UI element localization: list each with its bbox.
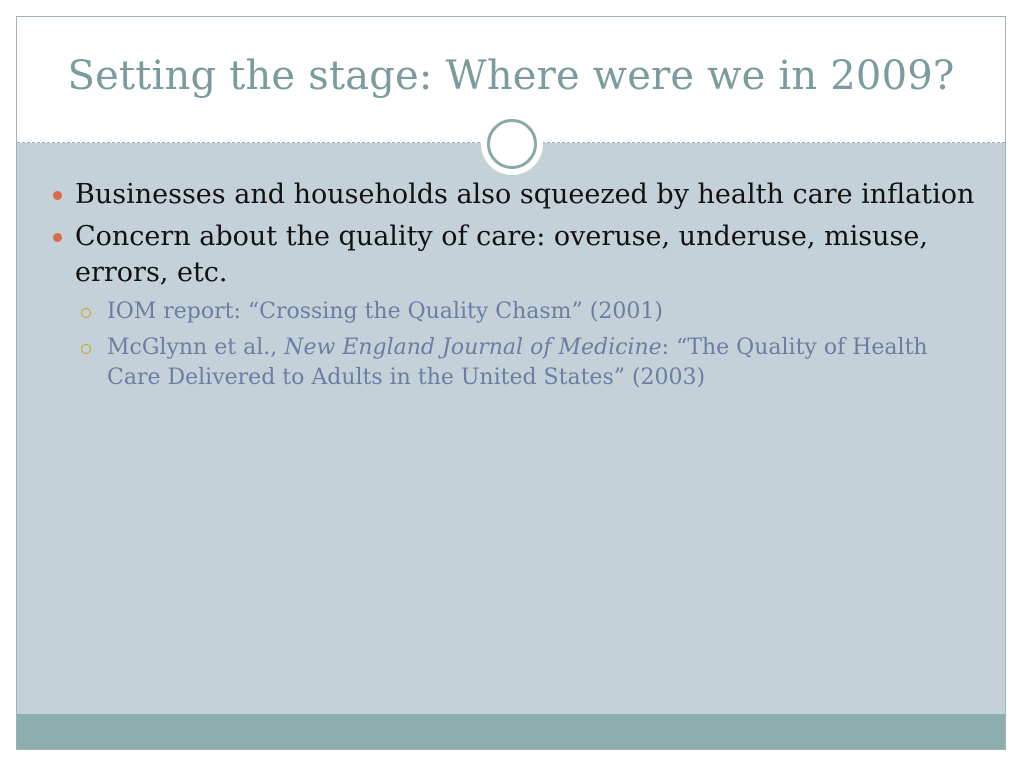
bullet-dot-icon — [53, 191, 62, 200]
footer-band — [17, 714, 1005, 749]
bullet-item — [51, 219, 981, 291]
sub-bullet-item — [81, 297, 981, 327]
bullet-text: Businesses and households also squeezed by health care inflation — [75, 179, 975, 210]
sub-bullet-ring-icon — [81, 308, 91, 318]
sub-bullet-suffix: : “The Quality of Health Care Delivered to Adults in the United States” (2003) — [107, 335, 928, 390]
journal-name: New England Journal of Medicine — [284, 335, 662, 360]
slide-content — [51, 177, 981, 399]
bullet-item — [51, 177, 981, 213]
slide-title: Setting the stage: Where were we in 2009? — [67, 53, 955, 99]
bullet-dot-icon — [53, 233, 62, 242]
sub-bullet-item — [81, 333, 981, 393]
divider-ring-icon — [481, 113, 543, 175]
sub-bullet-prefix: McGlynn et al., — [107, 335, 285, 360]
slide — [16, 16, 1006, 750]
bullet-text: Concern about the quality of care: overuse, underuse, misuse, errors, etc. — [75, 221, 928, 288]
ring-icon — [487, 119, 537, 169]
sub-bullet-text: IOM report: “Crossing the Quality Chasm” (2001) — [107, 299, 663, 324]
sub-bullet-ring-icon — [81, 344, 91, 354]
